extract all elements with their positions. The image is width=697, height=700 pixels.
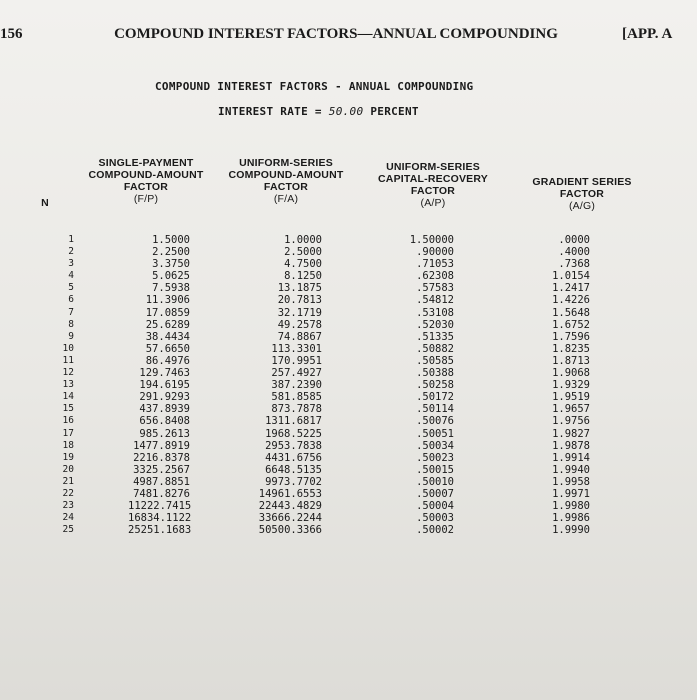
table-cell-fp: 2216.8378: [133, 451, 190, 464]
table-cell-n: 4: [68, 270, 74, 282]
header-capital-recovery: [364, 161, 502, 209]
table-cell-ag: 1.9971: [552, 487, 590, 500]
table-cell-ag: 1.0154: [552, 270, 590, 283]
table-cell-ag: 1.9914: [552, 451, 590, 464]
table-cell-fa: 387.2390: [271, 379, 322, 392]
header-line: UNIFORM-SERIES: [239, 157, 333, 169]
table-cell-ag: 1.8713: [552, 354, 590, 367]
table-cell-fa: 1968.5225: [265, 427, 322, 440]
table-cell-ag: 1.9519: [552, 391, 590, 404]
table-cell-fp: 5.0625: [152, 270, 190, 283]
table-cell-ag: 1.9940: [552, 463, 590, 476]
column-fa: [254, 234, 322, 536]
table-cell-ag: .4000: [558, 246, 590, 259]
table-cell-fa: 873.7878: [271, 403, 322, 416]
table-cell-fa: 257.4927: [271, 367, 322, 380]
header-symbol: (F/P): [133, 193, 159, 205]
table-cell-fa: 581.8585: [271, 391, 322, 404]
table-cell-fa: 4.7500: [284, 258, 322, 271]
table-cell-ag: 1.5648: [552, 306, 590, 319]
table-cell-fa: 20.7813: [277, 294, 322, 307]
table-cell-ap: .57583: [416, 282, 454, 295]
table-cell-ag: 1.2417: [552, 282, 590, 295]
table-cell-n: 13: [62, 379, 74, 391]
table-cell-ap: .50172: [416, 391, 454, 404]
table-cell-fp: 2.2500: [152, 246, 190, 259]
table-cell-n: 9: [68, 330, 74, 342]
table-cell-ag: 1.9980: [552, 500, 590, 513]
table-cell-ap: .50076: [416, 415, 454, 428]
table-cell-n: 17: [62, 427, 74, 439]
header-symbol: (F/A): [273, 193, 299, 205]
table-cell-n: 15: [62, 403, 74, 415]
table-cell-fp: 38.4434: [145, 330, 190, 343]
header-line: SINGLE-PAYMENT: [98, 157, 194, 169]
table-cell-ap: .50034: [416, 439, 454, 452]
table-cell-ap: .71053: [416, 258, 454, 271]
table-cell-ap: .50585: [416, 354, 454, 367]
table-cell-fp: 57.6650: [145, 342, 190, 355]
table-cell-fp: 194.6195: [139, 379, 190, 392]
table-cell-ap: .50007: [416, 487, 454, 500]
page-title: COMPOUND INTEREST FACTORS—ANNUAL COMPOUNDING: [114, 26, 558, 42]
table-cell-ap: .50114: [416, 403, 454, 416]
column-ap: [396, 234, 454, 536]
column-ag: [538, 234, 590, 536]
table-cell-n: 16: [62, 415, 74, 427]
table-cell-fp: 25.6289: [145, 318, 190, 331]
header-uniform-compound: [222, 157, 350, 205]
header-line: FACTOR: [559, 188, 605, 200]
table-cell-ag: .7368: [558, 258, 590, 271]
table-cell-fp: 437.8939: [139, 403, 190, 416]
table-cell-ap: .50051: [416, 427, 454, 440]
table-cell-fp: 4987.8851: [133, 475, 190, 488]
table-cell-fp: 3.3750: [152, 258, 190, 271]
table-cell-n: 10: [62, 342, 74, 354]
interest-rate-line: [218, 105, 419, 118]
table-cell-n: 24: [62, 512, 74, 524]
table-cell-fp: 1477.8919: [133, 439, 190, 452]
table-cell-fp: 3325.2567: [133, 463, 190, 476]
column-n: [40, 234, 74, 536]
table-cell-fa: 1.0000: [284, 234, 322, 246]
header-n: N: [41, 197, 49, 209]
appendix-label: [APP. A: [622, 26, 673, 42]
table-cell-fa: 2.5000: [284, 246, 322, 259]
table-cell-fp: 25251.1683: [128, 524, 192, 537]
rate-label: INTEREST RATE =: [218, 105, 322, 118]
header-symbol: (A/G): [568, 200, 596, 212]
table-cell-fa: 113.3301: [271, 342, 322, 355]
table-cell-ag: 1.7596: [552, 330, 590, 343]
table-cell-fa: 1311.6817: [265, 415, 322, 428]
table-cell-n: 20: [62, 463, 74, 475]
table-cell-ap: .54812: [416, 294, 454, 307]
table-cell-n: 18: [62, 439, 74, 451]
table-cell-ap: .50002: [416, 524, 454, 537]
table-cell-fp: 86.4976: [145, 354, 190, 367]
header-symbol: (A/P): [420, 197, 446, 209]
rate-unit: PERCENT: [370, 105, 419, 118]
table-cell-fa: 4431.6756: [265, 451, 322, 464]
table-cell-n: 23: [62, 500, 74, 512]
table-cell-ap: .50010: [416, 475, 454, 488]
table-cell-ap: .50258: [416, 379, 454, 392]
header-gradient: [518, 176, 646, 212]
table-cell-fa: 14961.6553: [258, 487, 322, 500]
table-cell-n: 12: [62, 367, 74, 379]
header-line: COMPOUND-AMOUNT: [228, 169, 344, 181]
table-cell-n: 3: [68, 258, 74, 270]
table-cell-fa: 49.2578: [277, 318, 322, 331]
table-cell-ag: 1.9878: [552, 439, 590, 452]
table-cell-ap: .52030: [416, 318, 454, 331]
table-cell-fp: 11.3906: [145, 294, 190, 307]
table-cell-ag: 1.9986: [552, 512, 590, 525]
table-cell-ag: 1.9756: [552, 415, 590, 428]
table-cell-ap: 1.50000: [409, 234, 454, 246]
rate-value: 50.00: [328, 105, 364, 118]
table-cell-fa: 13.1875: [277, 282, 322, 295]
table-cell-fa: 2953.7838: [265, 439, 322, 452]
table-cell-fa: 33666.2244: [258, 512, 322, 525]
table-cell-fa: 9973.7702: [265, 475, 322, 488]
table-cell-ap: .50004: [416, 500, 454, 513]
table-cell-fa: 170.9951: [271, 354, 322, 367]
table-cell-n: 11: [62, 354, 74, 366]
table-cell-ag: 1.8235: [552, 342, 590, 355]
table-cell-n: 2: [68, 246, 74, 258]
table-cell-fp: 129.7463: [139, 367, 190, 380]
table-cell-ag: 1.9657: [552, 403, 590, 416]
table-cell-ag: 1.6752: [552, 318, 590, 331]
table-cell-fp: 656.8408: [139, 415, 190, 428]
table-cell-ag: 1.4226: [552, 294, 590, 307]
table-cell-ap: .50882: [416, 342, 454, 355]
table-cell-ag: 1.9827: [552, 427, 590, 440]
header-line: CAPITAL-RECOVERY: [378, 173, 488, 185]
table-cell-n: 14: [62, 391, 74, 403]
table-cell-ag: .0000: [558, 234, 590, 246]
header-line: FACTOR: [123, 181, 169, 193]
table-cell-fp: 1.5000: [152, 234, 190, 246]
table-cell-ap: .50388: [416, 367, 454, 380]
table-cell-ag: 1.9990: [552, 524, 590, 537]
column-fp: [128, 234, 190, 536]
table-cell-fp: 7481.8276: [133, 487, 190, 500]
table-cell-fp: 7.5938: [152, 282, 190, 295]
header-line: FACTOR: [410, 185, 456, 197]
table-cell-fp: 11222.7415: [128, 500, 192, 513]
table-cell-n: 19: [62, 451, 74, 463]
table-cell-n: 21: [62, 475, 74, 487]
page-number: 156: [0, 26, 23, 42]
table-cell-n: 7: [68, 306, 74, 318]
table-cell-ap: .90000: [416, 246, 454, 259]
table-cell-fp: 985.2613: [139, 427, 190, 440]
table-cell-fp: 291.9293: [139, 391, 190, 404]
table-cell-n: 25: [62, 524, 74, 536]
header-line: COMPOUND-AMOUNT: [88, 169, 204, 181]
table-cell-ag: 1.9958: [552, 475, 590, 488]
table-cell-n: 8: [68, 318, 74, 330]
header-line: GRADIENT SERIES: [532, 176, 632, 188]
table-cell-ap: .51335: [416, 330, 454, 343]
header-single-payment: [82, 157, 210, 205]
header-line: FACTOR: [263, 181, 309, 193]
header-line: UNIFORM-SERIES: [386, 161, 480, 173]
table-cell-fa: 22443.4829: [258, 500, 322, 513]
table-cell-n: 6: [68, 294, 74, 306]
table-cell-ap: .50003: [416, 512, 454, 525]
table-cell-ap: .62308: [416, 270, 454, 283]
table-cell-fp: 16834.1122: [128, 512, 192, 525]
table-cell-fp: 17.0859: [145, 306, 190, 319]
table-title: COMPOUND INTEREST FACTORS - ANNUAL COMPOUNDING: [155, 80, 474, 93]
table-cell-n: 22: [62, 487, 74, 499]
table-cell-n: 1: [68, 234, 74, 245]
table-cell-n: 5: [68, 282, 74, 294]
table-cell-ap: .50015: [416, 463, 454, 476]
table-cell-fa: 50500.3366: [258, 524, 322, 537]
table-cell-fa: 6648.5135: [265, 463, 322, 476]
table-cell-fa: 8.1250: [284, 270, 322, 283]
table-cell-fa: 32.1719: [277, 306, 322, 319]
table-cell-ag: 1.9068: [552, 367, 590, 380]
table-cell-ag: 1.9329: [552, 379, 590, 392]
table-cell-ap: .53108: [416, 306, 454, 319]
table-cell-ap: .50023: [416, 451, 454, 464]
table-cell-fa: 74.8867: [277, 330, 322, 343]
